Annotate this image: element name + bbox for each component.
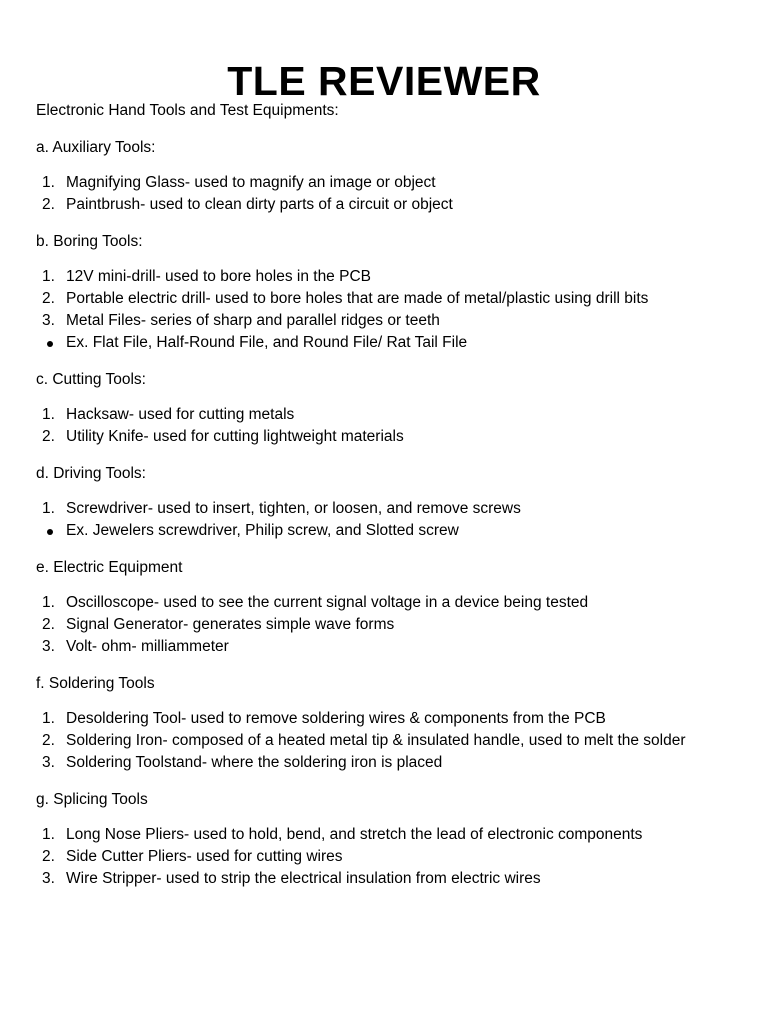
list-item	[36, 172, 736, 194]
list-number: 3.	[42, 870, 55, 887]
list-item-text: Screwdriver- used to insert, tighten, or loosen, and remove screws	[66, 500, 521, 517]
list-item-text: 12V mini-drill- used to bore holes in the PCB	[66, 268, 371, 285]
list-item	[36, 614, 736, 636]
list-item-text: Soldering Iron- composed of a heated metal tip & insulated handle, used to melt the solder	[66, 732, 686, 749]
list-item	[36, 868, 736, 890]
list-item	[36, 288, 736, 310]
list-item	[36, 824, 736, 846]
list-item-text: Side Cutter Pliers- used for cutting wires	[66, 848, 343, 865]
list-number: 1.	[42, 268, 55, 285]
section-heading: c. Cutting Tools:	[36, 371, 146, 388]
bullet-icon	[47, 341, 53, 347]
section-heading: e. Electric Equipment	[36, 559, 183, 576]
list-number: 2.	[42, 428, 55, 445]
list-number: 1.	[42, 826, 55, 843]
list-number: 3.	[42, 312, 55, 329]
list-item-text: Portable electric drill- used to bore holes that are made of metal/plastic using drill bits	[66, 290, 649, 307]
list-number: 1.	[42, 710, 55, 727]
item-list	[36, 404, 736, 448]
list-item-text: Ex. Flat File, Half-Round File, and Round File/ Rat Tail File	[66, 334, 468, 351]
list-item	[36, 636, 736, 658]
list-item-text: Wire Stripper- used to strip the electrical insulation from electric wires	[66, 870, 541, 887]
page-title: TLE REVIEWER	[227, 58, 541, 105]
item-list	[36, 592, 736, 658]
list-item-text: Metal Files- series of sharp and parallel ridges or teeth	[66, 312, 440, 329]
list-item	[36, 846, 736, 868]
list-item	[36, 708, 736, 730]
list-item-text: Volt- ohm- milliammeter	[66, 638, 229, 655]
list-number: 2.	[42, 290, 55, 307]
section	[36, 137, 736, 216]
list-number: 1.	[42, 174, 55, 191]
list-item	[36, 266, 736, 288]
section	[36, 463, 736, 542]
list-number: 2.	[42, 196, 55, 213]
sections-container	[36, 137, 736, 905]
list-item	[36, 310, 736, 332]
list-number: 1.	[42, 406, 55, 423]
list-item	[36, 404, 736, 426]
list-item	[36, 426, 736, 448]
list-item-text: Long Nose Pliers- used to hold, bend, and stretch the lead of electronic components	[66, 826, 643, 843]
list-item	[36, 520, 736, 542]
list-number: 2.	[42, 848, 55, 865]
list-item	[36, 498, 736, 520]
section-heading: b. Boring Tools:	[36, 233, 143, 250]
section-heading: a. Auxiliary Tools:	[36, 139, 156, 156]
section	[36, 557, 736, 658]
item-list	[36, 498, 736, 542]
list-number: 1.	[42, 500, 55, 517]
list-item	[36, 730, 736, 752]
list-item	[36, 752, 736, 774]
list-number: 3.	[42, 754, 55, 771]
list-item-text: Hacksaw- used for cutting metals	[66, 406, 295, 423]
list-number: 2.	[42, 616, 55, 633]
section-heading: d. Driving Tools:	[36, 465, 146, 482]
list-item-text: Soldering Toolstand- where the soldering iron is placed	[66, 754, 443, 771]
list-item-text: Paintbrush- used to clean dirty parts of a circuit or object	[66, 196, 453, 213]
item-list	[36, 708, 736, 774]
list-number: 3.	[42, 638, 55, 655]
bullet-icon	[47, 529, 53, 535]
list-item-text: Desoldering Tool- used to remove soldering wires & components from the PCB	[66, 710, 606, 727]
section-heading: f. Soldering Tools	[36, 675, 155, 692]
section	[36, 789, 736, 890]
list-number: 1.	[42, 594, 55, 611]
list-item-text: Signal Generator- generates simple wave forms	[66, 616, 395, 633]
item-list	[36, 266, 736, 354]
list-number: 2.	[42, 732, 55, 749]
item-list	[36, 824, 736, 890]
list-item-text: Magnifying Glass- used to magnify an image or object	[66, 174, 436, 191]
item-list	[36, 172, 736, 216]
section	[36, 673, 736, 774]
list-item	[36, 592, 736, 614]
list-item-text: Utility Knife- used for cutting lightweight materials	[66, 428, 404, 445]
list-item	[36, 332, 736, 354]
section	[36, 231, 736, 354]
list-item-text: Oscilloscope- used to see the current signal voltage in a device being tested	[66, 594, 589, 611]
list-item	[36, 194, 736, 216]
section-heading: g. Splicing Tools	[36, 791, 148, 808]
intro-text: Electronic Hand Tools and Test Equipments:	[36, 102, 339, 119]
section	[36, 369, 736, 448]
list-item-text: Ex. Jewelers screwdriver, Philip screw, and Slotted screw	[66, 522, 459, 539]
